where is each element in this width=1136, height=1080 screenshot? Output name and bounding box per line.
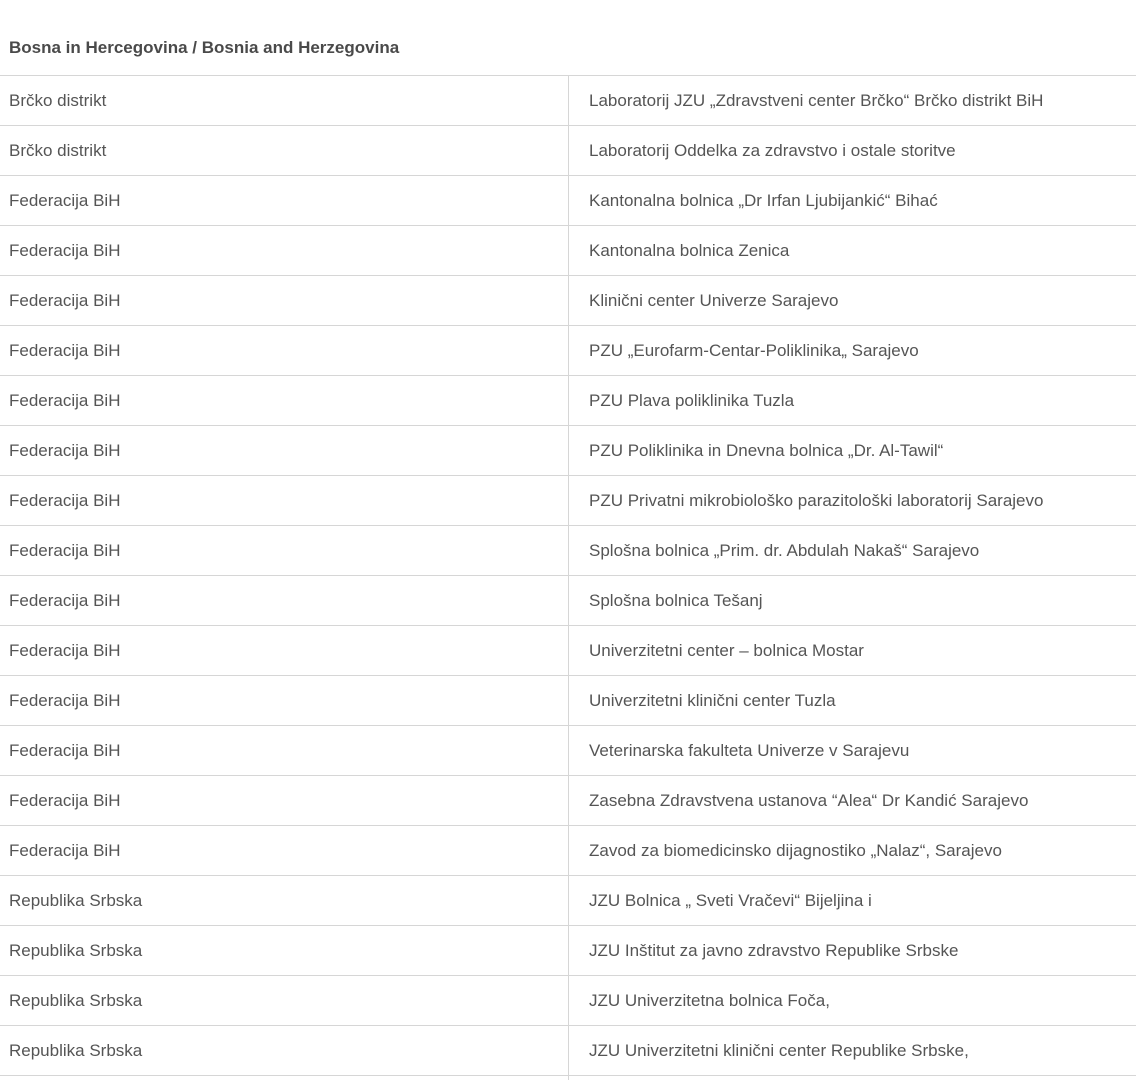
- region-cell: Federacija BiH: [0, 276, 569, 325]
- region-cell: Federacija BiH: [0, 326, 569, 375]
- table-row: [0, 426, 1136, 476]
- region-cell: Federacija BiH: [0, 526, 569, 575]
- table-row: [0, 376, 1136, 426]
- region-cell: Federacija BiH: [0, 626, 569, 675]
- institution-cell: Laboratorij JZU „Zdravstveni center Brčko“ Brčko distrikt BiH: [589, 91, 1044, 110]
- institution-cell: Klinični center Univerze Sarajevo: [589, 291, 839, 310]
- region-cell: Federacija BiH: [0, 426, 569, 475]
- institution-cell: Zasebna Zdravstvena ustanova “Alea“ Dr Kandić Sarajevo: [589, 791, 1029, 810]
- institution-cell: PZU Poliklinika in Dnevna bolnica „Dr. Al-Tawil“: [589, 441, 944, 460]
- region-cell: Republika Srbska: [0, 926, 569, 975]
- region-cell: Federacija BiH: [0, 376, 569, 425]
- institution-cell: JZU Univerzitetni klinični center Republike Srbske,: [589, 1041, 969, 1060]
- region-cell: Federacija BiH: [0, 476, 569, 525]
- table-row: [0, 976, 1136, 1026]
- table-row: [0, 126, 1136, 176]
- table-row: [0, 176, 1136, 226]
- region-cell: Federacija BiH: [0, 776, 569, 825]
- institution-cell: Veterinarska fakulteta Univerze v Sarajevu: [589, 741, 910, 760]
- institution-cell: JZU Bolnica „ Sveti Vračevi“ Bijeljina i: [589, 891, 872, 910]
- table-row: [0, 926, 1136, 976]
- institution-cell: Laboratorij Oddelka za zdravstvo i ostale storitve: [589, 141, 956, 160]
- region-cell: Brčko distrikt: [0, 76, 569, 125]
- institution-cell: PZU Privatni mikrobiološko parazitološki laboratorij Sarajevo: [589, 491, 1044, 510]
- region-cell: Republika Srbska: [0, 1026, 569, 1075]
- table-row: [0, 1026, 1136, 1076]
- table-row: [0, 1076, 1136, 1080]
- institution-cell: Univerzitetni klinični center Tuzla: [589, 691, 836, 710]
- region-cell: Federacija BiH: [0, 676, 569, 725]
- table-row: [0, 326, 1136, 376]
- institution-cell: [569, 1076, 1136, 1080]
- table-row: [0, 276, 1136, 326]
- region-cell: [0, 1076, 569, 1080]
- table-row: [0, 476, 1136, 526]
- region-cell: Federacija BiH: [0, 726, 569, 775]
- region-cell: Federacija BiH: [0, 226, 569, 275]
- table-row: [0, 76, 1136, 126]
- institution-cell: JZU Inštitut za javno zdravstvo Republike Srbske: [589, 941, 959, 960]
- table-row: [0, 776, 1136, 826]
- table-row: [0, 676, 1136, 726]
- region-cell: Federacija BiH: [0, 176, 569, 225]
- table-row: [0, 526, 1136, 576]
- institution-cell: Kantonalna bolnica „Dr Irfan Ljubijankić“ Bihać: [589, 191, 938, 210]
- institution-cell: Univerzitetni center – bolnica Mostar: [589, 641, 864, 660]
- table-row: [0, 726, 1136, 776]
- institution-cell: JZU Univerzitetna bolnica Foča,: [589, 991, 830, 1010]
- institution-cell: Kantonalna bolnica Zenica: [589, 241, 790, 260]
- institution-cell: PZU „Eurofarm-Centar-Poliklinika„ Sarajevo: [589, 341, 919, 360]
- institution-cell: Splošna bolnica Tešanj: [589, 591, 763, 610]
- region-cell: Republika Srbska: [0, 976, 569, 1025]
- table-row: [0, 826, 1136, 876]
- table-row: [0, 226, 1136, 276]
- table-row: [0, 876, 1136, 926]
- table-row: [0, 576, 1136, 626]
- laboratories-table: [0, 75, 1136, 1080]
- region-cell: Federacija BiH: [0, 576, 569, 625]
- institution-cell: PZU Plava poliklinika Tuzla: [589, 391, 795, 410]
- region-cell: Brčko distrikt: [0, 126, 569, 175]
- table-heading: Bosna in Hercegovina / Bosnia and Herzegovina: [9, 38, 400, 57]
- institution-cell: Zavod za biomedicinsko dijagnostiko „Nalaz“, Sarajevo: [589, 841, 1002, 860]
- institution-cell: Splošna bolnica „Prim. dr. Abdulah Nakaš“ Sarajevo: [589, 541, 980, 560]
- region-cell: Republika Srbska: [0, 876, 569, 925]
- table-row: [0, 626, 1136, 676]
- region-cell: Federacija BiH: [0, 826, 569, 875]
